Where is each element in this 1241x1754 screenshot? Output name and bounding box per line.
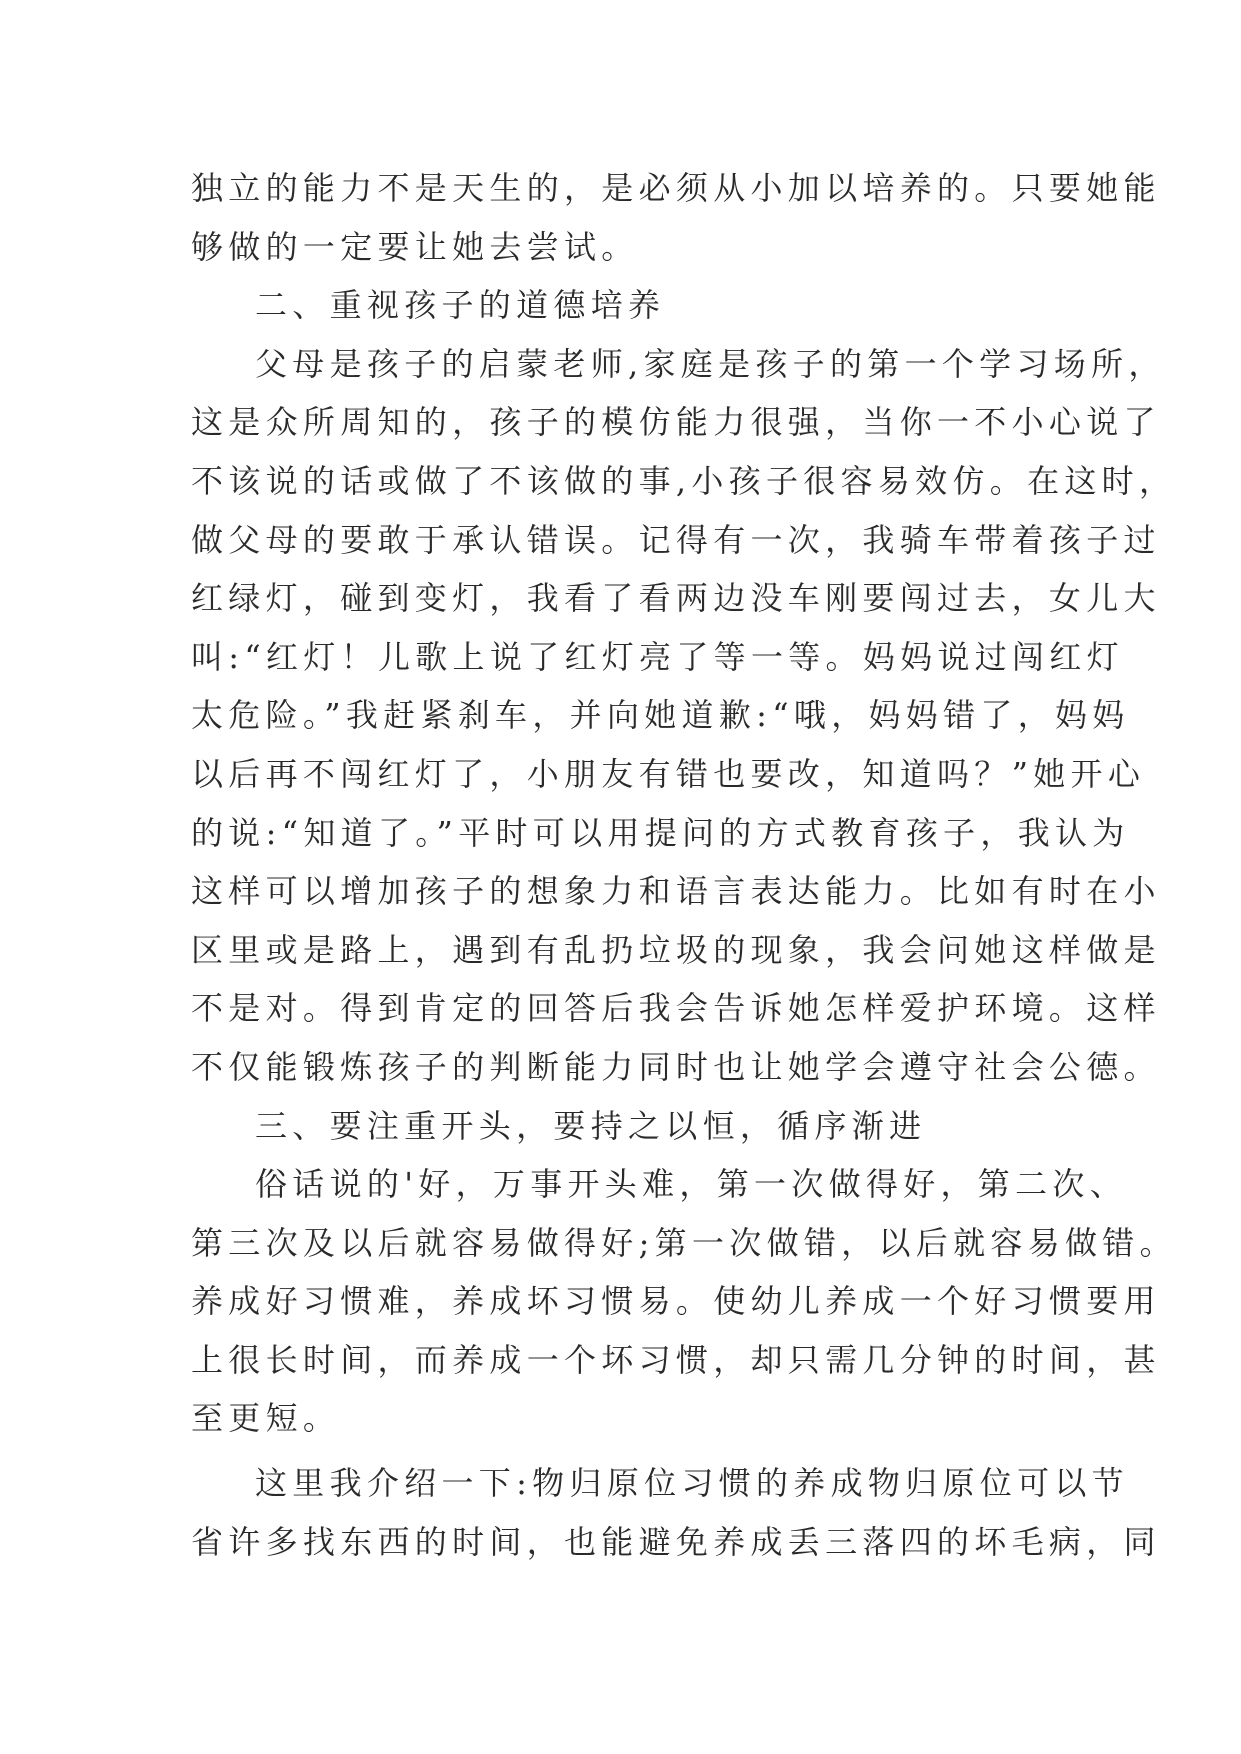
section-heading-3: 三、要注重开头，要持之以恒，循序渐进 — [255, 1106, 927, 1145]
text-line-24: 省许多找东西的时间，也能避免养成丢三落四的坏毛病，同 — [191, 1522, 1161, 1561]
text-line-18: 俗话说的'好，万事开头难，第一次做得好，第二次、 — [255, 1165, 1127, 1204]
text-line-4: 父母是孩子的启蒙老师,家庭是孩子的第一个学习场所， — [255, 344, 1166, 383]
text-line-20: 养成好习惯难，养成坏习惯易。使幼儿养成一个好习惯要用 — [191, 1282, 1161, 1321]
text-line-9: 叫:“红灯！儿歌上说了红灯亮了等一等。妈妈说过闯红灯 — [191, 637, 1124, 676]
text-line-14: 区里或是路上，遇到有乱扔垃圾的现象，我会问她这样做是 — [191, 930, 1161, 969]
text-line-22: 至更短。 — [191, 1399, 341, 1438]
text-line-10: 太危险。”我赶紧刹车，并向她道歉:“哦，妈妈错了，妈妈 — [191, 696, 1130, 735]
text-line-6: 不该说的话或做了不该做的事,小孩子很容易效仿。在这时， — [191, 461, 1177, 500]
text-line-16: 不仅能锻炼孩子的判断能力同时也让她学会遵守社会公德。 — [191, 1047, 1161, 1086]
text-line-19: 第三次及以后就容易做得好;第一次做错，以后就容易做错。 — [191, 1223, 1177, 1262]
text-line-7: 做父母的要敢于承认错误。记得有一次，我骑车带着孩子过 — [191, 520, 1161, 559]
body-text — [191, 159, 1177, 1571]
text-line-5: 这是众所周知的，孩子的模仿能力很强，当你一不小心说了 — [191, 403, 1161, 442]
text-line-11: 以后再不闯红灯了，小朋友有错也要改，知道吗？”她开心 — [191, 754, 1146, 793]
section-heading-2: 二、重视孩子的道德培养 — [255, 286, 666, 325]
text-line-15: 不是对。得到肯定的回答后我会告诉她怎样爱护环境。这样 — [191, 989, 1161, 1028]
text-line-8: 红绿灯，碰到变灯，我看了看两边没车刚要闯过去，女儿大 — [191, 579, 1161, 618]
text-line-12: 的说:“知道了。”平时可以用提问的方式教育孩子，我认为 — [191, 813, 1130, 852]
text-line-21: 上很长时间，而养成一个坏习惯，却只需几分钟的时间，甚 — [191, 1340, 1161, 1379]
text-line-1: 独立的能力不是天生的，是必须从小加以培养的。只要她能 — [191, 169, 1161, 207]
text-line-2: 够做的一定要让她去尝试。 — [191, 227, 639, 266]
text-line-23: 这里我介绍一下:物归原位习惯的养成物归原位可以节 — [255, 1464, 1129, 1503]
text-line-13: 这样可以增加孩子的想象力和语言表达能力。比如有时在小 — [191, 872, 1161, 911]
